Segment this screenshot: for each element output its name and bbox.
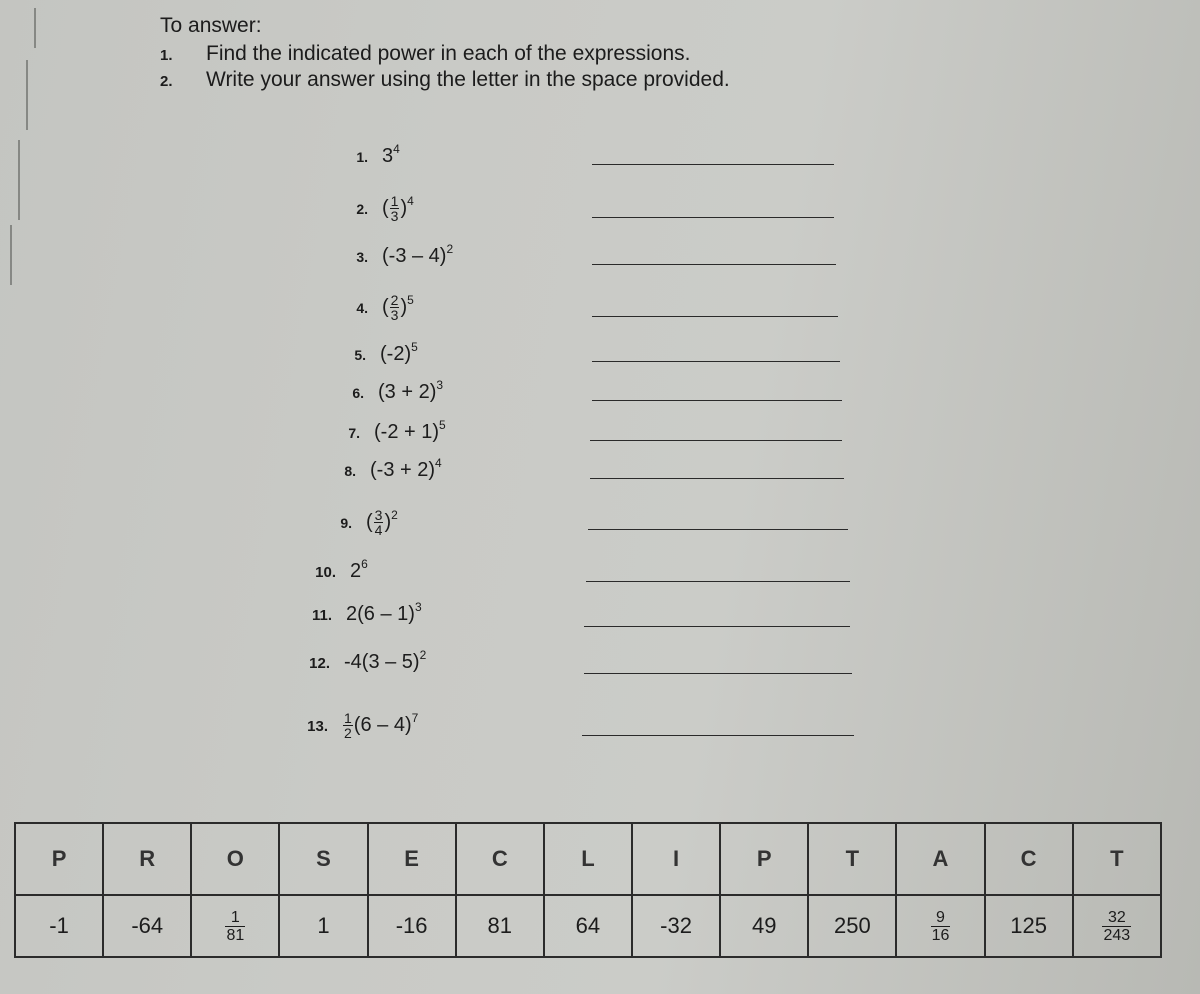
exponent: 4 <box>435 456 442 470</box>
expression <box>382 142 400 168</box>
numerator: 3 <box>374 507 383 523</box>
expression <box>380 340 418 366</box>
key-letter: T <box>1073 823 1161 895</box>
answer-blank-12[interactable] <box>584 673 852 674</box>
step-text: Find the indicated power in each of the expressions. <box>206 42 691 65</box>
exponent: 2 <box>419 648 427 662</box>
paren-close: ) <box>400 295 408 318</box>
exponent: 7 <box>411 710 419 725</box>
exercise-item-5 <box>328 340 418 366</box>
expression-base: (-3 + 2) <box>370 459 436 481</box>
key-letter: S <box>279 823 367 895</box>
expression <box>366 508 398 537</box>
key-value <box>896 895 984 957</box>
instruction-step <box>160 68 730 94</box>
exercise-item-9 <box>314 508 398 537</box>
numerator: 32 <box>1102 909 1131 927</box>
exercise-item-10 <box>298 557 368 583</box>
key-value: 64 <box>544 895 632 957</box>
exponent: 3 <box>414 600 422 614</box>
item-number: 11. <box>311 607 332 624</box>
expression <box>378 378 444 404</box>
expression <box>382 242 454 268</box>
key-letter: I <box>632 823 720 895</box>
numerator: 1 <box>390 193 399 209</box>
paren-open: ( <box>382 295 389 318</box>
expression-base: (6 – 4) <box>353 713 412 736</box>
key-letter: P <box>15 823 103 895</box>
expression-base: 2(6 – 1) <box>346 603 415 625</box>
expression <box>382 293 414 322</box>
key-letter: C <box>985 823 1073 895</box>
letter-row <box>15 823 1161 895</box>
item-number: 3. <box>356 249 368 265</box>
answer-blank-7[interactable] <box>590 440 842 441</box>
expression <box>370 456 442 482</box>
exponent: 5 <box>439 418 446 432</box>
answer-blank-10[interactable] <box>586 581 850 582</box>
fraction <box>374 508 384 537</box>
numerator: 1 <box>344 710 352 726</box>
expression-base: 3 <box>382 145 394 167</box>
paren-open: ( <box>382 196 389 219</box>
key-value: -32 <box>632 895 720 957</box>
instruction-step <box>160 42 730 68</box>
key-value: 81 <box>456 895 544 957</box>
expression-base: (-2) <box>380 343 412 365</box>
denominator: 16 <box>931 926 950 944</box>
binding-margin <box>0 0 40 300</box>
exponent: 2 <box>391 507 398 522</box>
exponent: 4 <box>393 142 400 156</box>
key-value <box>191 895 279 957</box>
fraction <box>225 909 245 944</box>
item-number: 4. <box>356 299 368 316</box>
answer-blank-3[interactable] <box>592 264 836 265</box>
key-letter: P <box>720 823 808 895</box>
key-letter: T <box>808 823 896 895</box>
exponent: 5 <box>411 340 418 354</box>
key-letter: A <box>896 823 984 895</box>
expression <box>374 418 446 444</box>
exponent: 5 <box>407 292 414 307</box>
exercise-item-13 <box>290 711 418 740</box>
exercise-item-8 <box>318 456 442 482</box>
fraction <box>1102 909 1131 944</box>
item-number: 13. <box>307 717 328 735</box>
numerator: 2 <box>390 292 399 308</box>
denominator: 4 <box>374 522 383 538</box>
answer-key-table <box>14 822 1162 958</box>
value-row <box>15 895 1161 957</box>
item-number: 8. <box>344 463 356 479</box>
expression-base: -4(3 – 5) <box>344 651 420 673</box>
exercise-item-1 <box>330 142 400 168</box>
step-text: Write your answer using the letter in the space provided. <box>206 68 730 91</box>
answer-blank-4[interactable] <box>592 316 838 317</box>
item-number: 2. <box>356 200 368 217</box>
fraction <box>390 194 400 223</box>
key-value <box>1073 895 1161 957</box>
paren-close: ) <box>384 510 392 533</box>
exercise-item-11 <box>294 600 422 626</box>
exponent: 2 <box>446 242 454 256</box>
item-number: 12. <box>309 655 330 672</box>
exercise-item-3 <box>330 242 454 268</box>
exercise-item-6 <box>326 378 444 404</box>
expression <box>344 648 427 674</box>
key-letter: O <box>191 823 279 895</box>
numerator: 1 <box>225 909 245 927</box>
exercise-item-7 <box>322 418 446 444</box>
fraction <box>390 293 400 322</box>
fraction <box>931 909 951 944</box>
answer-blank-5[interactable] <box>592 361 840 362</box>
item-number: 10. <box>315 564 336 581</box>
denominator: 243 <box>1103 926 1131 944</box>
numerator: 9 <box>931 909 951 927</box>
expression <box>342 711 418 740</box>
answer-blank-13[interactable] <box>582 735 854 736</box>
exponent: 6 <box>361 557 368 571</box>
instructions <box>160 14 730 94</box>
answer-blank-11[interactable] <box>584 626 850 627</box>
key-value: 49 <box>720 895 808 957</box>
answer-blank-2[interactable] <box>592 217 834 218</box>
answer-blank-8[interactable] <box>590 478 844 479</box>
item-number: 6. <box>352 385 364 401</box>
step-number: 2. <box>160 73 173 90</box>
exponent: 3 <box>436 378 444 392</box>
denominator: 81 <box>226 926 245 944</box>
key-letter: C <box>456 823 544 895</box>
expression-base: 2 <box>350 560 362 582</box>
key-value: 125 <box>985 895 1073 957</box>
item-number: 7. <box>348 425 360 441</box>
answer-blank-9[interactable] <box>588 529 848 530</box>
key-letter: E <box>368 823 456 895</box>
answer-blank-1[interactable] <box>592 164 834 165</box>
key-letter: L <box>544 823 632 895</box>
exercise-item-4 <box>330 293 414 322</box>
key-value: -64 <box>103 895 191 957</box>
denominator: 3 <box>390 307 399 323</box>
expression-base: (-3 – 4) <box>382 245 447 267</box>
fraction <box>343 711 353 740</box>
expression-base: (-2 + 1) <box>374 421 440 443</box>
item-number: 9. <box>340 514 352 531</box>
key-letter: R <box>103 823 191 895</box>
key-value: 1 <box>279 895 367 957</box>
expression <box>382 194 414 223</box>
item-number: 5. <box>354 347 366 363</box>
step-number: 1. <box>160 47 173 64</box>
exponent: 4 <box>407 193 414 208</box>
expression <box>346 600 422 626</box>
key-value: -16 <box>368 895 456 957</box>
instructions-heading: To answer: <box>160 14 262 37</box>
denominator: 3 <box>390 208 399 224</box>
exercise-item-12 <box>292 648 427 674</box>
expression <box>350 557 368 583</box>
paren-close: ) <box>400 196 408 219</box>
exercise-item-2 <box>330 194 414 223</box>
key-value: 250 <box>808 895 896 957</box>
paren-open: ( <box>366 510 373 533</box>
key-value: -1 <box>15 895 103 957</box>
expression-base: (3 + 2) <box>378 381 437 403</box>
denominator: 2 <box>344 725 352 741</box>
answer-blank-6[interactable] <box>592 400 842 401</box>
item-number: 1. <box>356 149 368 165</box>
